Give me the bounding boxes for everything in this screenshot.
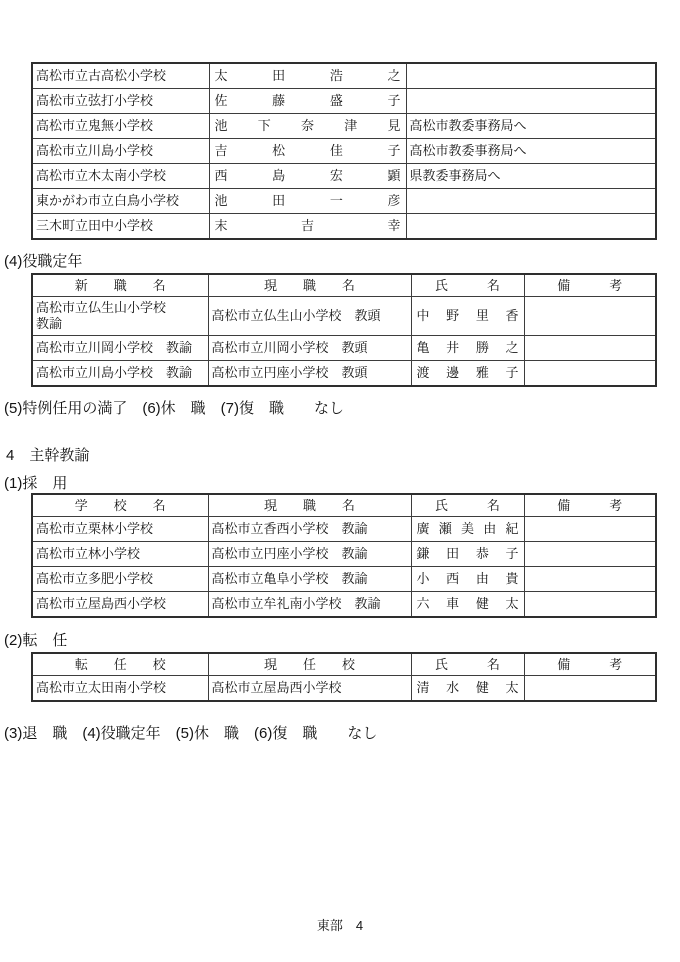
header-name: 氏 名 bbox=[411, 494, 524, 517]
header-transfer-school: 転 任 校 bbox=[32, 653, 208, 676]
cell-new-position: 高松市立川岡小学校 教諭 bbox=[32, 336, 208, 361]
cell-note bbox=[524, 567, 656, 592]
cell-name: 亀 井 勝 之 bbox=[411, 336, 524, 361]
page-footer: 東部 4 bbox=[316, 918, 364, 933]
table-header-row bbox=[32, 653, 656, 676]
cell-school: 高松市立林小学校 bbox=[32, 542, 208, 567]
cell-name: 鎌 田 恭 子 bbox=[411, 542, 524, 567]
cell-name: 清 水 健 太 bbox=[411, 676, 524, 702]
section-label-yakushoku-teinen: (4)役職定年 bbox=[4, 253, 83, 270]
cell-current-position: 高松市立円座小学校 教頭 bbox=[208, 361, 411, 387]
table-row bbox=[32, 361, 656, 387]
cell-name: 佐 藤 盛 子 bbox=[209, 89, 406, 114]
cell-note bbox=[524, 676, 656, 702]
header-current-position: 現 職 名 bbox=[208, 494, 411, 517]
cell-new-position: 高松市立川島小学校 教諭 bbox=[32, 361, 208, 387]
cell-school: 高松市立川島小学校 bbox=[32, 139, 209, 164]
table-row bbox=[32, 336, 656, 361]
header-note: 備 考 bbox=[524, 653, 656, 676]
table-row bbox=[32, 63, 656, 89]
cell-school: 東かがわ市立白鳥小学校 bbox=[32, 189, 209, 214]
cell-current-position: 高松市立牟礼南小学校 教諭 bbox=[208, 592, 411, 618]
section-label-saiyou: (1)採 用 bbox=[4, 475, 68, 492]
tennin-table bbox=[31, 652, 657, 702]
cell-transfer-school: 高松市立太田南小学校 bbox=[32, 676, 208, 702]
section-line-5-6-7: (5)特例任用の満了 (6)休 職 (7)復 職 なし bbox=[4, 400, 344, 417]
new-position-line2: 教諭 bbox=[36, 316, 63, 331]
new-position-line1: 高松市立仏生山小学校 bbox=[36, 300, 167, 315]
table-row bbox=[32, 89, 656, 114]
cell-school: 高松市立弦打小学校 bbox=[32, 89, 209, 114]
cell-name: 末 吉 幸 bbox=[209, 214, 406, 240]
header-current-school: 現 任 校 bbox=[208, 653, 411, 676]
table-row bbox=[32, 214, 656, 240]
cell-note: 県教委事務局へ bbox=[406, 164, 656, 189]
table-row bbox=[32, 567, 656, 592]
cell-current-position: 高松市立亀阜小学校 教諭 bbox=[208, 567, 411, 592]
cell-new-position bbox=[32, 297, 208, 336]
cell-note bbox=[406, 189, 656, 214]
continuation-table bbox=[31, 62, 657, 240]
cell-name: 廣 瀬 美 由 紀 bbox=[411, 517, 524, 542]
cell-note bbox=[406, 63, 656, 89]
cell-note: 高松市教委事務局へ bbox=[406, 114, 656, 139]
header-name: 氏 名 bbox=[411, 653, 524, 676]
cell-note bbox=[524, 592, 656, 618]
table-row bbox=[32, 592, 656, 618]
table-row bbox=[32, 542, 656, 567]
table-row bbox=[32, 114, 656, 139]
table-row bbox=[32, 164, 656, 189]
cell-school: 高松市立鬼無小学校 bbox=[32, 114, 209, 139]
table-header-row bbox=[32, 494, 656, 517]
cell-name: 太 田 浩 之 bbox=[209, 63, 406, 89]
cell-school: 高松市立古高松小学校 bbox=[32, 63, 209, 89]
saiyou-table bbox=[31, 493, 657, 618]
cell-school: 高松市立多肥小学校 bbox=[32, 567, 208, 592]
cell-current-position: 高松市立川岡小学校 教頭 bbox=[208, 336, 411, 361]
cell-school: 高松市立栗林小学校 bbox=[32, 517, 208, 542]
table-row bbox=[32, 189, 656, 214]
cell-current-position: 高松市立仏生山小学校 教頭 bbox=[208, 297, 411, 336]
table-row bbox=[32, 676, 656, 702]
cell-current-school: 高松市立屋島西小学校 bbox=[208, 676, 411, 702]
cell-note bbox=[524, 517, 656, 542]
cell-name: 西 島 宏 顕 bbox=[209, 164, 406, 189]
section-line-3-4-5-6: (3)退 職 (4)役職定年 (5)休 職 (6)復 職 なし bbox=[4, 725, 378, 742]
header-new-position: 新 職 名 bbox=[32, 274, 208, 297]
header-note: 備 考 bbox=[524, 274, 656, 297]
yakushoku-teinen-table bbox=[31, 273, 657, 387]
cell-note bbox=[524, 361, 656, 387]
table-row bbox=[32, 139, 656, 164]
cell-school: 高松市立木太南小学校 bbox=[32, 164, 209, 189]
cell-name: 小 西 由 貴 bbox=[411, 567, 524, 592]
header-current-position: 現 職 名 bbox=[208, 274, 411, 297]
cell-note bbox=[524, 542, 656, 567]
cell-note bbox=[406, 214, 656, 240]
table-row bbox=[32, 297, 656, 336]
cell-note bbox=[524, 297, 656, 336]
cell-name: 中 野 里 香 bbox=[411, 297, 524, 336]
table-row bbox=[32, 517, 656, 542]
cell-name: 吉 松 佳 子 bbox=[209, 139, 406, 164]
header-note: 備 考 bbox=[524, 494, 656, 517]
section-heading-shukan-kyoyu: 4 主幹教諭 bbox=[6, 447, 90, 464]
cell-name: 渡 邊 雅 子 bbox=[411, 361, 524, 387]
cell-note bbox=[406, 89, 656, 114]
header-school: 学 校 名 bbox=[32, 494, 208, 517]
table-header-row bbox=[32, 274, 656, 297]
cell-note: 高松市教委事務局へ bbox=[406, 139, 656, 164]
cell-current-position: 高松市立香西小学校 教諭 bbox=[208, 517, 411, 542]
cell-school: 高松市立屋島西小学校 bbox=[32, 592, 208, 618]
header-name: 氏 名 bbox=[411, 274, 524, 297]
cell-school: 三木町立田中小学校 bbox=[32, 214, 209, 240]
cell-name: 池 下 奈 津 見 bbox=[209, 114, 406, 139]
section-label-tennin: (2)転 任 bbox=[4, 632, 68, 649]
cell-note bbox=[524, 336, 656, 361]
cell-name: 池 田 一 彦 bbox=[209, 189, 406, 214]
cell-name: 六 車 健 太 bbox=[411, 592, 524, 618]
cell-current-position: 高松市立円座小学校 教諭 bbox=[208, 542, 411, 567]
